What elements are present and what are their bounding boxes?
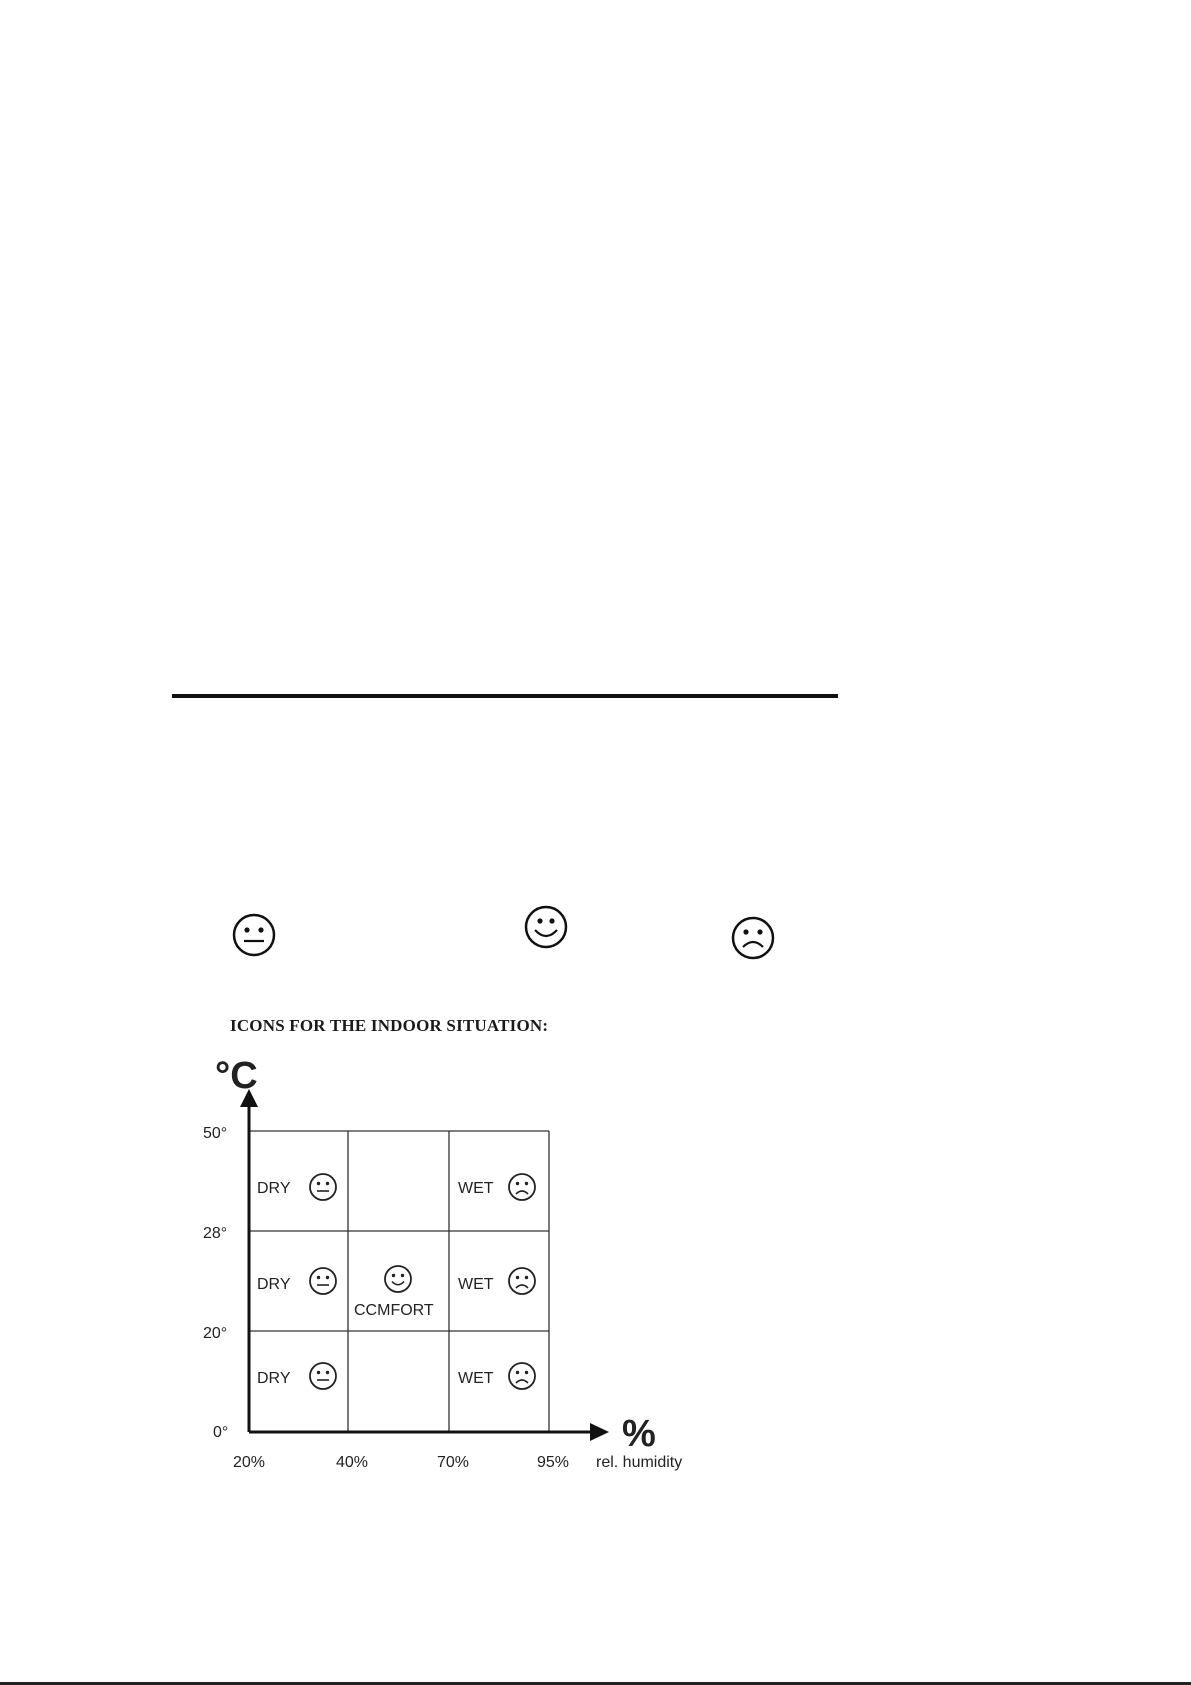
y-tick-label: 0° [213,1424,229,1441]
y-unit: °C [215,1055,258,1097]
neutral-face-icon [310,1268,336,1294]
neutral-face-icon [310,1174,336,1200]
frowning-face-icon [509,1268,535,1294]
y-tick-label: 20° [203,1325,228,1342]
diagram-caption: ICONS FOR THE INDOOR SITUATION: [230,1016,549,1035]
cell-label-wet: WET [458,1370,494,1387]
x-tick-label: 95% [537,1454,570,1471]
frowning-face-icon [509,1174,535,1200]
x-axis-arrow [590,1423,609,1441]
y-tick-label: 28° [203,1225,228,1242]
cell-label-dry: DRY [257,1370,291,1387]
smiling-face-icon [385,1266,411,1292]
cell-label-dry: DRY [257,1180,291,1197]
neutral-face-icon [310,1363,336,1389]
x-unit: % [622,1413,656,1455]
y-tick-label: 50° [203,1125,228,1142]
x-tick-label: 40% [336,1454,369,1471]
x-tick-label: 70% [437,1454,470,1471]
cell-label-wet: WET [458,1180,494,1197]
x-tick-label: 20% [233,1454,266,1471]
cell-label-wet: WET [458,1276,494,1293]
grid [249,1131,549,1432]
cell-label-dry: DRY [257,1276,291,1293]
frowning-face-icon [509,1363,535,1389]
cell-label-comfort: CCMFORT [354,1302,434,1319]
x-axis-label: rel. humidity [596,1454,683,1471]
